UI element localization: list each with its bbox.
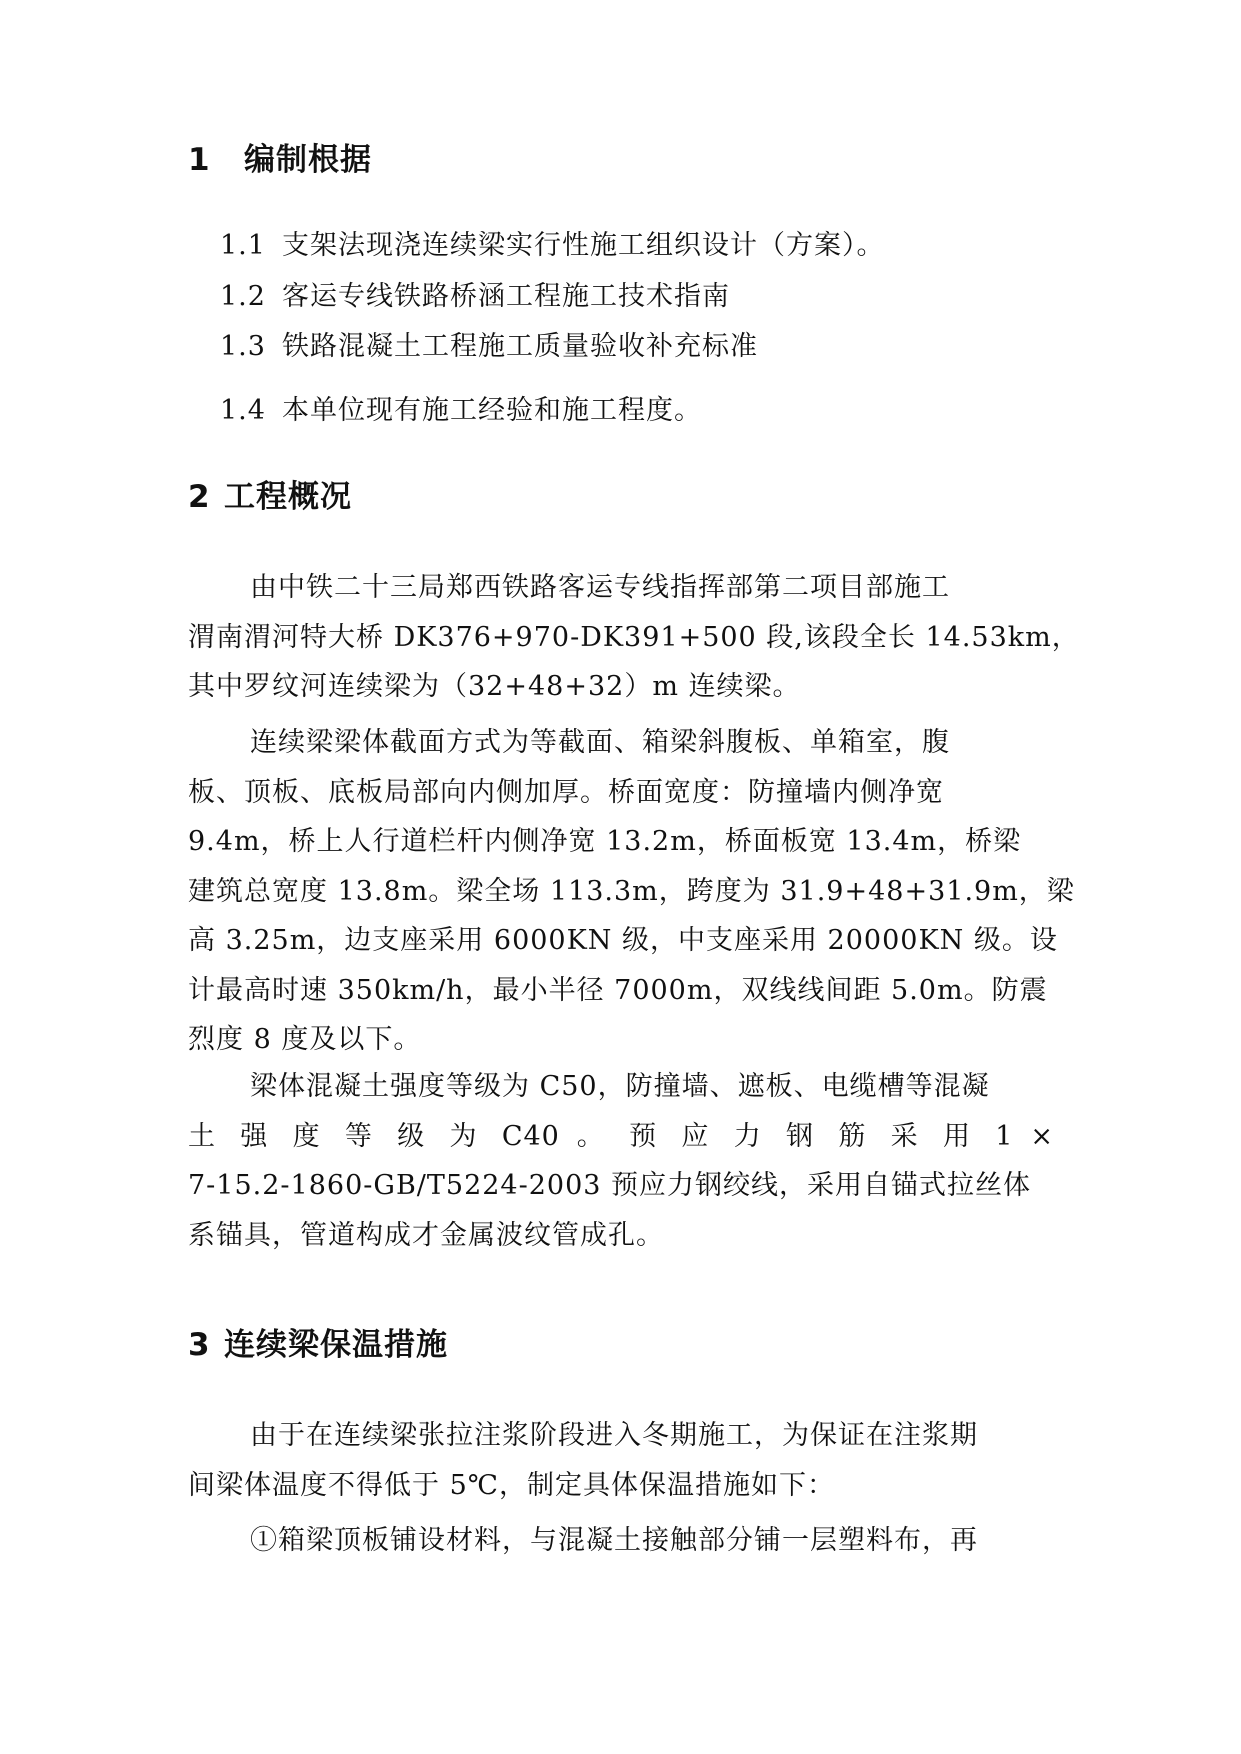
basis-item-text: 支架法现浇连续梁实行性施工组织设计（方案）。 — [282, 230, 885, 261]
basis-item-number: 1.2 — [220, 281, 266, 312]
section-number: 1 — [188, 142, 211, 178]
paragraph-line: 7-15.2-1860-GB/T5224-2003 预应力钢绞线，采用自锚式拉丝体 — [188, 1170, 1032, 1201]
section-number: 2 — [188, 479, 211, 515]
paragraph-line: 计最高时速 350km/h，最小半径 7000m，双线线间距 5.0m。防震 — [188, 974, 1048, 1006]
paragraph-line: 板、顶板、底板局部向内侧加厚。桥面宽度：防撞墙内侧净宽 — [188, 776, 944, 808]
paragraph-line: 间梁体温度不得低于 5℃，制定具体保温措施如下： — [188, 1469, 835, 1501]
insulation-measure-paragraph — [188, 1516, 1054, 1566]
basis-item-number: 1.4 — [220, 395, 266, 426]
section-title: 工程概况 — [224, 479, 352, 515]
section-number: 3 — [188, 1327, 211, 1363]
basis-item — [220, 328, 758, 366]
paragraph-line: 9.4m，桥上人行道栏杆内侧净宽 13.2m，桥面板宽 13.4m，桥梁 — [188, 826, 1022, 857]
basis-item-text: 本单位现有施工经验和施工程度。 — [282, 395, 702, 426]
paragraph-line: 梁体混凝土强度等级为 C50，防撞墙、遮板、电缆槽等混凝 — [250, 1071, 990, 1102]
paragraph-line: 由于在连续梁张拉注浆阶段进入冬期施工，为保证在注浆期 — [250, 1420, 978, 1451]
basis-item-text: 铁路混凝土工程施工质量验收补充标准 — [282, 331, 758, 362]
paragraph-line: 其中罗纹河连续梁为（32+48+32）m 连续梁。 — [188, 671, 801, 702]
paragraph-line: 土 强 度 等 级 为 C40 。 预 应 力 钢 筋 采 用 1 × — [188, 1120, 1054, 1152]
paragraph-line: 建筑总宽度 13.8m。梁全场 113.3m，跨度为 31.9+48+31.9m，梁 — [188, 875, 1075, 907]
basis-item-text: 客运专线铁路桥涵工程施工技术指南 — [282, 281, 730, 312]
section-title: 连续梁保温措施 — [224, 1327, 448, 1363]
basis-item — [220, 278, 730, 316]
basis-item-number: 1.1 — [220, 230, 266, 261]
overview-paragraph — [188, 563, 1080, 712]
paragraph-line: 烈度 8 度及以下。 — [188, 1024, 422, 1055]
section-3-heading — [188, 1325, 448, 1365]
paragraph-line: 系锚具，管道构成才金属波纹管成孔。 — [188, 1219, 664, 1251]
paragraph-line: 连续梁梁体截面方式为等截面、箱梁斜腹板、单箱室，腹 — [250, 727, 950, 758]
paragraph-line: 高 3.25m，边支座采用 6000KN 级，中支座采用 20000KN 级。设 — [188, 925, 1058, 956]
section-2-heading — [188, 477, 352, 517]
paragraph-line: ①箱梁顶板铺设材料，与混凝土接触部分铺一层塑料布，再 — [250, 1525, 978, 1556]
basis-item — [220, 392, 702, 430]
insulation-intro-paragraph — [188, 1411, 1054, 1510]
basis-item-number: 1.3 — [220, 331, 266, 362]
paragraph-line: 由中铁二十三局郑西铁路客运专线指挥部第二项目部施工 — [250, 572, 950, 603]
structure-paragraph — [188, 718, 1075, 1065]
materials-paragraph — [188, 1062, 1054, 1260]
paragraph-line: 渭南渭河特大桥 DK376+970-DK391+500 段,该段全长 14.53km， — [188, 621, 1080, 653]
section-1-heading — [188, 140, 372, 180]
basis-item — [220, 227, 885, 265]
section-title: 编制根据 — [244, 142, 372, 178]
